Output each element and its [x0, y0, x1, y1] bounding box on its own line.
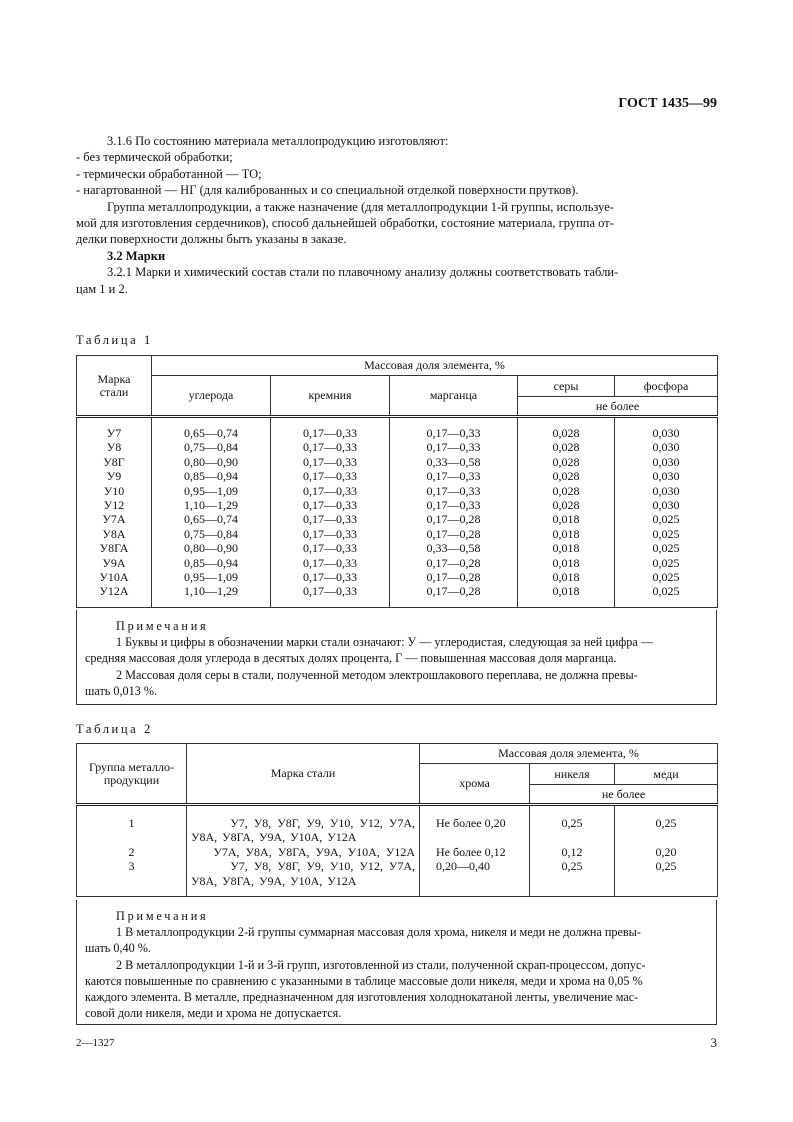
table1-cell: У7А [102, 512, 126, 527]
table1-cell: 0,17—0,28 [426, 555, 481, 570]
table1-cell: 0,028 [552, 440, 580, 455]
paragraph-line: делки поверхности должны быть указаны в заказе. [76, 232, 347, 247]
table1-cell: 1,10—1,29 [184, 584, 238, 599]
col-silicon [271, 417, 390, 608]
table2-cell: У7А, У8А, У8ГА, У9А, У10А, У12А [213, 844, 415, 859]
table1-cell: У12 [103, 498, 125, 513]
table1-cell: 0,028 [552, 498, 580, 513]
table1-cell: 0,028 [552, 483, 580, 498]
table1-cell: 0,018 [552, 570, 580, 585]
table1-cell: У10 [103, 483, 125, 498]
list-item: - нагартованной — НГ (для калиброванных и со специальной отделкой поверхности прутков). [76, 183, 579, 198]
table1-body [77, 417, 718, 608]
paragraph-line: мой для изготовления сердечников), способ дальнейшей обработки, состояние материала, группа от- [76, 216, 614, 231]
note-line: шать 0,013 %. [85, 683, 158, 698]
table1-cell: 0,17—0,28 [426, 570, 481, 585]
table2-cell: У7, У8, У8Г, У9, У10, У12, У7А, [230, 859, 415, 874]
table2-cell: 0,25 [561, 859, 583, 874]
table1-cell: 0,17—0,33 [303, 454, 357, 469]
table1-cell: 1,10—1,29 [184, 498, 238, 513]
col-nickel [530, 805, 615, 897]
table1-cell: 0,65—0,74 [184, 512, 238, 527]
table2-cell: Не более 0,12 [436, 844, 506, 859]
table1-cell: У9А [102, 555, 126, 570]
table1-cell: 0,018 [552, 541, 580, 556]
note-line: 2 Массовая доля серы в стали, полученной методом электрошлакового переплава, не должна превы- [116, 667, 638, 682]
spacer [615, 830, 717, 844]
spacer [615, 874, 717, 888]
spacer [77, 874, 186, 888]
spacer [530, 874, 614, 888]
table1-cell: 0,025 [652, 584, 680, 599]
spacer [530, 830, 614, 844]
page-number: 3 [710, 1035, 717, 1050]
header-copper: меди [615, 764, 718, 785]
table1-cell: 0,17—0,33 [303, 526, 357, 541]
table2-cell: Не более 0,20 [436, 816, 506, 830]
table1-cell: 0,17—0,33 [303, 584, 357, 599]
table1-cell: 0,17—0,33 [303, 440, 357, 455]
header-group: Группа металло-продукции [77, 744, 187, 805]
table1-cell: 0,030 [652, 469, 680, 484]
col-phosphorus [615, 417, 718, 608]
section-heading: 3.2 Марки [107, 248, 166, 263]
table1-cell: 0,17—0,33 [303, 555, 357, 570]
col-copper [615, 805, 718, 897]
table1-cell: 0,025 [652, 512, 680, 527]
table1-cell: 0,025 [652, 570, 680, 585]
table1-cell: 0,17—0,33 [426, 498, 481, 513]
table1-cell: 0,80—0,90 [184, 541, 238, 556]
paragraph-line: 3.2.1 Марки и химический состав стали по плавочному анализу должны соответствовать табли- [107, 265, 619, 280]
table1-cell: У7 [106, 426, 122, 440]
header-manganese: марганца [390, 376, 518, 417]
spacer [436, 874, 529, 888]
header-max: не более [518, 397, 718, 417]
header-grade: Марка стали [77, 356, 152, 417]
table1-cell: 0,17—0,33 [426, 469, 481, 484]
note-line: 1 Буквы и цифры в обозначении марки стали означают: У — углеродистая, следующая за ней цифра — [116, 635, 654, 650]
table1-cell: 0,17—0,33 [303, 541, 357, 556]
table1-cell: 0,75—0,84 [184, 440, 238, 455]
table1-cell: 0,95—1,09 [184, 570, 238, 585]
header-mass-fraction: Массовая доля элемента, % [152, 356, 718, 376]
table1-cell: У8Г [103, 454, 125, 469]
table2-cell: 1 [128, 816, 135, 830]
header-silicon: кремния [271, 376, 390, 417]
table1-cell: 0,33—0,58 [426, 454, 481, 469]
table2-cell: У7, У8, У8Г, У9, У10, У12, У7А, [230, 816, 415, 830]
table1-cell: 0,80—0,90 [184, 454, 238, 469]
spacer [77, 830, 186, 844]
table1-cell: 0,17—0,28 [426, 526, 481, 541]
print-code: 2—1327 [76, 1037, 115, 1049]
table1-cell: 0,17—0,33 [303, 426, 357, 440]
table1-cell: 0,025 [652, 555, 680, 570]
table2 [76, 743, 718, 897]
table2-cell: 0,25 [655, 859, 677, 874]
table2-cell: У8А, У8ГА, У9А, У10А, У12А [191, 830, 357, 845]
table1-cell: 0,17—0,28 [426, 584, 481, 599]
table1-notes [76, 610, 717, 705]
list-item: - без термической обработки; [76, 150, 233, 165]
col-sulfur [518, 417, 615, 608]
table1-cell: 0,17—0,33 [303, 570, 357, 585]
header-grade: Марка стали [187, 744, 420, 805]
header-max: не более [530, 785, 718, 805]
table1-cell: 0,65—0,74 [184, 426, 238, 440]
table1-cell: 0,75—0,84 [184, 526, 238, 541]
notes-title: Примечания [116, 909, 209, 923]
table1-cell: 0,95—1,09 [184, 483, 238, 498]
clause-3-1-6 [76, 133, 717, 297]
table1-cell: 0,85—0,94 [184, 469, 238, 484]
table1-cell: У8А [102, 526, 126, 541]
table1-cell: У10А [99, 570, 129, 585]
note-line: шать 0,40 %. [85, 941, 151, 956]
note-line: совой доли никеля, меди и хрома не допускается. [85, 1006, 342, 1021]
col-grade [77, 417, 152, 608]
header-nickel: никеля [530, 764, 615, 785]
note-line: средняя массовая доля углерода в десятых долях процента, Г — повышенная массовая доля марганца. [85, 651, 617, 666]
header-sulfur: серы [518, 376, 615, 397]
table1-cell: 0,17—0,28 [426, 512, 481, 527]
col-manganese [390, 417, 518, 608]
paragraph-line: цам 1 и 2. [76, 281, 128, 296]
notes-title: Примечания [116, 619, 209, 633]
clause-title: 3.1.6 По состоянию материала металлопродукцию изготовляют: [107, 134, 449, 148]
table1-cell: 0,030 [652, 426, 680, 440]
table1 [76, 355, 718, 608]
table1-cell: 0,17—0,33 [426, 426, 481, 440]
note-line: каждого элемента. В металле, предназначенном для изготовления холоднокатаной ленты, увеличение мас- [85, 990, 639, 1005]
table1-cell: 0,17—0,33 [426, 440, 481, 455]
table2-cell: 0,25 [561, 816, 583, 830]
table1-cell: 0,028 [552, 454, 580, 469]
spacer [436, 830, 529, 844]
table1-caption: Таблица 1 [76, 333, 153, 347]
note-line: 2 В металлопродукции 1-й и 3-й групп, изготовленной из стали, полученной скрап-процессом, допус- [116, 957, 646, 972]
table2-caption: Таблица 2 [76, 722, 153, 736]
table1-cell: 0,030 [652, 498, 680, 513]
table1-cell: 0,028 [552, 426, 580, 440]
table1-cell: 0,025 [652, 541, 680, 556]
table1-cell: 0,025 [652, 526, 680, 541]
header-chromium: хрома [420, 764, 530, 805]
table2-cell: 0,20—0,40 [436, 859, 490, 874]
document-code: ГОСТ 1435—99 [618, 96, 717, 111]
table1-cell: 0,018 [552, 526, 580, 541]
table2-notes [76, 900, 717, 1025]
table1-cell: 0,030 [652, 483, 680, 498]
table1-cell: 0,030 [652, 440, 680, 455]
table1-cell: 0,018 [552, 555, 580, 570]
table1-cell: 0,17—0,33 [303, 469, 357, 484]
table1-cell: У8ГА [99, 541, 129, 556]
table1-cell: 0,17—0,33 [426, 483, 481, 498]
list-item: - термически обработанной — ТО; [76, 166, 262, 181]
table1-cell: 0,17—0,33 [303, 483, 357, 498]
table2-cell: 0,12 [561, 844, 583, 859]
table1-cell: 0,030 [652, 454, 680, 469]
table1-cell: 0,85—0,94 [184, 555, 238, 570]
table1-cell: 0,17—0,33 [303, 498, 357, 513]
table1-cell: 0,33—0,58 [426, 541, 481, 556]
note-line: 1 В металлопродукции 2-й группы суммарная массовая доля хрома, никеля и меди не должна превы- [116, 925, 641, 940]
table1-cell: 0,018 [552, 512, 580, 527]
note-line: каются повышенные по сравнению с указанными в таблице массовые доли никеля, меди и хрома на 0,05 % [85, 973, 643, 988]
table2-cell: 3 [128, 859, 135, 874]
table1-cell: 0,17—0,33 [303, 512, 357, 527]
header-phosphorus: фосфора [615, 376, 718, 397]
table2-cell: 2 [128, 844, 135, 859]
header-carbon: углерода [152, 376, 271, 417]
table2-body [77, 805, 718, 897]
col-carbon [152, 417, 271, 608]
header-mass-fraction: Массовая доля элемента, % [420, 744, 718, 764]
table2-cell: 0,25 [655, 816, 677, 830]
table1-cell: У12А [99, 584, 129, 599]
table1-cell: 0,018 [552, 584, 580, 599]
table1-cell: 0,028 [552, 469, 580, 484]
table1-cell: У8 [106, 440, 122, 455]
col-group [77, 805, 187, 897]
table1-cell: У9 [106, 469, 122, 484]
table2-cell: 0,20 [655, 844, 677, 859]
col-chromium [420, 805, 530, 897]
table2-cell: У8А, У8ГА, У9А, У10А, У12А [191, 873, 357, 888]
paragraph-line: Группа металлопродукции, а также назначение (для металлопродукции 1-й группы, используе- [107, 199, 614, 214]
col-grade [187, 805, 420, 897]
